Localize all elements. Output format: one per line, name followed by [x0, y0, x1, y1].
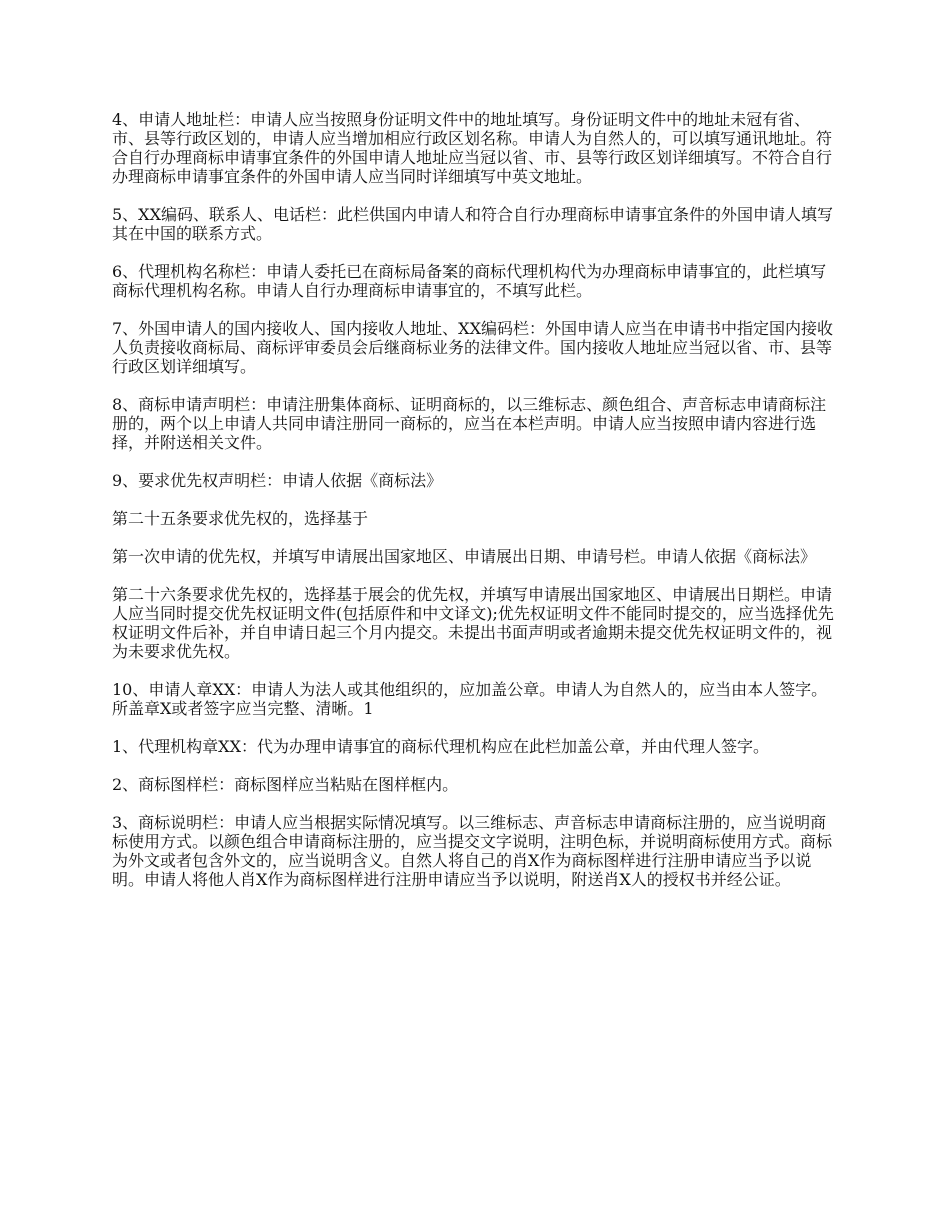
paragraph-article-25: 第二十五条要求优先权的，选择基于: [112, 509, 369, 528]
paragraph-application-statement: 8、商标申请声明栏：申请注册集体商标、证明商标的，以三维标志、颜色组合、声音标志申请商标注册的，两个以上申请人共同申请注册同一商标的，应当在本栏声明。申请人应当按照申请内容进行选择，并附送相关文件。: [112, 395, 827, 452]
paragraph-applicant-seal: 10、申请人章XX：申请人为法人或其他组织的，应加盖公章。申请人为自然人的，应当由本人签字。所盖章X或者签字应当完整、清晰。1: [112, 680, 828, 718]
paragraph-applicant-address: 4、申请人地址栏：申请人应当按照身份证明文件中的地址填写。身份证明文件中的地址未冠有省、市、县等行政区划的，申请人应当增加相应行政区划名称。申请人为自然人的，可以填写通讯地址。符合自行办理商标申请事宜条件的外国申请人地址应当冠以省、市、县等行政区划详细填写。不符合自行办理商标申请事宜条件的外国申请人应当同时详细填写中英文地址。: [112, 110, 833, 186]
paragraph-priority-claim: 9、要求优先权声明栏：申请人依据《商标法》: [112, 471, 443, 490]
paragraph-agency-name: 6、代理机构名称栏：申请人委托已在商标局备案的商标代理机构代为办理商标申请事宜的，此栏填写商标代理机构名称。申请人自行办理商标申请事宜的，不填写此栏。: [112, 262, 827, 300]
document-body: [112, 110, 840, 908]
paragraph-domestic-receiver: 7、外国申请人的国内接收人、国内接收人地址、XX编码栏：外国申请人应当在申请书中指定国内接收人负责接收商标局、商标评审委员会后继商标业务的法律文件。国内接收人地址应当冠以省、市、县等行政区划详细填写。: [112, 319, 833, 376]
paragraph-trademark-image: 2、商标图样栏：商标图样应当粘贴在图样框内。: [112, 775, 459, 794]
paragraph-article-26: 第二十六条要求优先权的，选择基于展会的优先权，并填写申请展出国家地区、申请展出日期栏。申请人应当同时提交优先权证明文件(包括原件和中文译文);优先权证明文件不能同时提交的，应当选择优先权证明文件后补，并自申请日起三个月内提交。未提出书面声明或者逾期未提交优先权证明文件的，视为未要求优先权。: [112, 585, 834, 661]
paragraph-agency-seal: 1、代理机构章XX：代为办理申请事宜的商标代理机构应在此栏加盖公章，并由代理人签字。: [112, 737, 769, 756]
paragraph-trademark-description: 3、商标说明栏：申请人应当根据实际情况填写。以三维标志、声音标志申请商标注册的，应当说明商标使用方式。以颜色组合申请商标注册的，应当提交文字说明，注明色标，并说明商标使用方式。商标为外文或者包含外文的，应当说明含义。自然人将自己的肖X作为商标图样进行注册申请应当予以说明。申请人将他人肖X作为商标图样进行注册申请应当予以说明，附送肖X人的授权书并经公证。: [112, 813, 833, 889]
paragraph-first-application-priority: 第一次申请的优先权，并填写申请展出国家地区、申请展出日期、申请号栏。申请人依据《商标法》: [112, 547, 817, 566]
paragraph-postal-contact: 5、XX编码、联系人、电话栏：此栏供国内申请人和符合自行办理商标申请事宜条件的外国申请人填写其在中国的联系方式。: [112, 205, 833, 243]
